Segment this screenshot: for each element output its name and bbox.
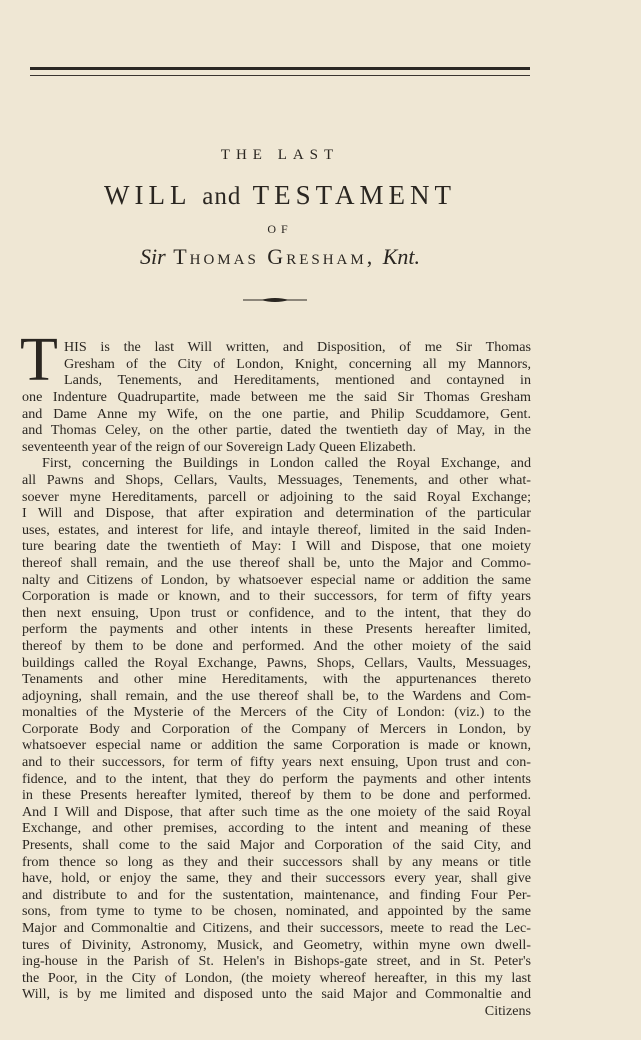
text-line: Exchange, and other premises, according to the intent and meaning of these <box>22 820 531 837</box>
text-line: HIS is the last Will written, and Disposition, of me Sir Thomas <box>64 339 531 355</box>
text-line: First, concerning the Buildings in London called the Royal Exchange, and <box>42 455 531 472</box>
text-line: Corporation is made or known, and to their successors, for term of fifty years <box>22 588 531 605</box>
text-line: and to their successors, for term of fifty years next ensuing, Upon trust and con- <box>22 754 531 771</box>
text-line: and Thomas Celey, on the other partie, dated the twentieth day of May, in the <box>22 422 531 439</box>
text-line: thereof shall remain, and the use thereof shall be, unto the Major and Commo- <box>22 554 531 571</box>
text-line: in these Presents hereafter lymited, thereof by them to be done and performed. <box>22 787 531 804</box>
text-line: fidence, and to the intent, that they do perform the payments and other intents <box>22 770 531 787</box>
text-line: then next ensuing, Upon trust or confidence, and to the intent, that they do <box>22 604 531 621</box>
text-line: buildings called the Royal Exchange, Pawns, Shops, Cellars, Vaults, Messuages, <box>22 654 531 671</box>
title-sir: Sir <box>140 244 166 269</box>
text-line: ing-house in the Parish of St. Helen's in Bishops-gate street, and in St. Peter's <box>22 953 531 970</box>
text-line: whatsoever especial name or addition the same Corporation is made or known, <box>22 737 531 754</box>
text-line: nalty and Citizens of London, by whatsoever especial name or addition the same <box>22 571 531 588</box>
text-line: And I Will and Dispose, that after such time as the one moiety of the said Royal <box>22 803 531 820</box>
first-lines <box>64 339 531 389</box>
text-line: and distribute to and for the sustentation, maintenance, and finding Four Per- <box>22 886 531 903</box>
text-line: thereof by them to be done and performed. And the other moiety of the said <box>22 637 531 654</box>
text-line: Major and Commonaltie and Citizens, and their successors, meete to read the Lec- <box>22 920 531 936</box>
text-line: Will, is by me limited and disposed unto the said Major and Commonaltie and <box>22 986 531 1003</box>
text-line: I Will and Dispose, that after expiration and determination of the particular <box>22 505 531 522</box>
title-of: OF <box>267 222 293 236</box>
text-line: the Poor, in the City of London, (the moiety whereof hereafter, in this my last <box>22 969 531 986</box>
text-line: seventeenth year of the reign of our Sovereign Lady Queen Elizabeth. <box>22 438 417 455</box>
top-rule-thin <box>30 75 530 76</box>
text-line: Presents, shall come to the said Major and Corporation of the said City, and <box>22 837 531 854</box>
text-line: adjoyning, shall remain, and the use thereof shall be, to the Wardens and Com- <box>22 687 531 704</box>
drop-cap: T <box>20 326 58 394</box>
text-line: Gresham of the City of London, Knight, concerning all my Mannors, <box>64 355 531 372</box>
ornament-divider <box>243 296 307 304</box>
text-line: Lands, Tenements, and Hereditaments, mentioned and contayned in <box>64 372 531 389</box>
text-line: ture bearing date the twentieth of May: I Will and Dispose, that one moiety <box>22 538 531 555</box>
text-line: uses, estates, and interest for life, and intayle thereof, limited in the said Inden- <box>22 521 531 538</box>
text-line: have, hold, or enjoy the same, they and their successors every year, shall give <box>22 870 531 887</box>
body-text <box>22 389 531 1020</box>
title-name <box>30 244 530 270</box>
title-and: and <box>202 183 242 210</box>
text-line: one Indenture Quadrupartite, made between me the said Sir Thomas Gresham <box>22 389 531 405</box>
text-line: Tenaments and other mine Hereditaments, with the appurtenances thereto <box>22 671 531 688</box>
title-the-last: THE LAST <box>220 147 340 163</box>
text-line: all Pawns and Shops, Cellars, Vaults, Messuages, Tenements, and other what- <box>22 471 531 488</box>
catchword: Citizens <box>484 1002 531 1019</box>
text-line: and Dame Anne my Wife, on the one partie, and Philip Scuddamore, Gent. <box>22 405 531 422</box>
title-will: WILL <box>104 180 191 210</box>
text-line: sons, from tyme to tyme to be chosen, nominated, and appointed by the same <box>22 903 531 920</box>
text-line: tures of Divinity, Astronomy, Musick, and Geometry, within myne own dwell- <box>22 936 531 953</box>
top-rule-thick <box>30 67 530 70</box>
text-line: Corporate Body and Corporation of the Company of Mercers in London, by <box>22 720 531 737</box>
title-thomas-gresham: Thomas Gresham, <box>173 244 376 269</box>
title-testament: TESTAMENT <box>252 180 456 210</box>
title-will-and-testament <box>30 180 530 211</box>
text-line: monalties of the Mysterie of the Mercers of the City of London: (viz.) to the <box>22 704 531 721</box>
title-knt: Knt. <box>382 244 420 269</box>
text-line: from thence so long as they and their successors shall by any means or title <box>22 853 531 870</box>
text-line: soever myne Hereditaments, parcell or adjoining to the said Royal Exchange; <box>22 488 531 505</box>
text-line: perform the payments and other intents in these Presents hereafter limited, <box>22 621 531 638</box>
